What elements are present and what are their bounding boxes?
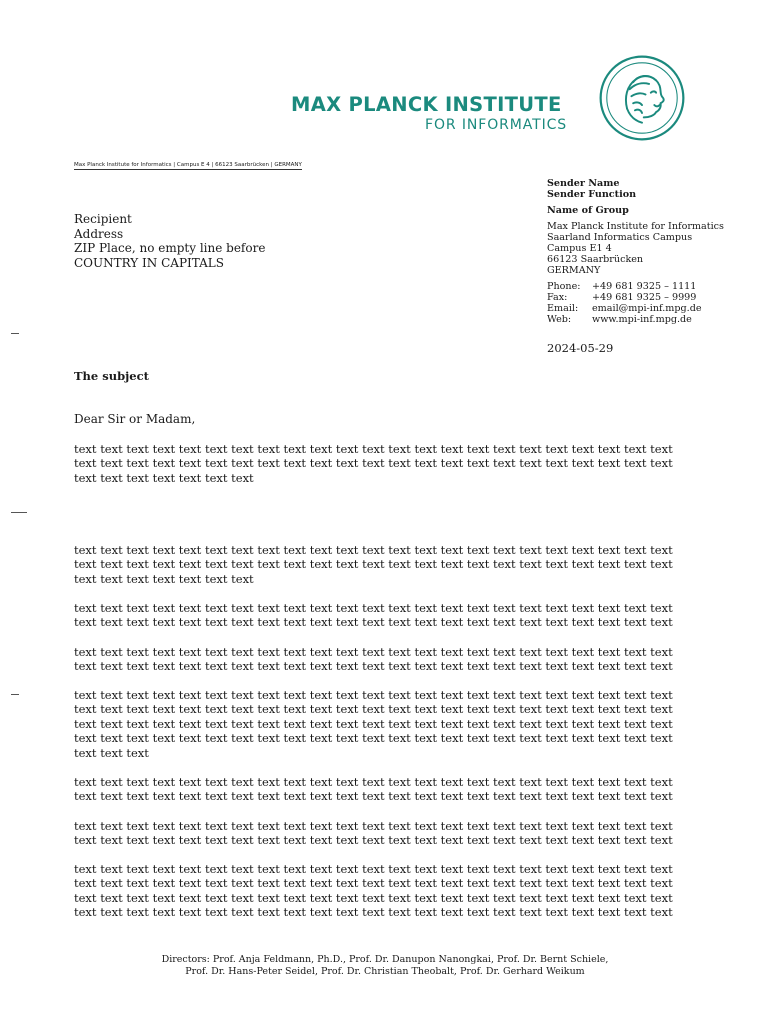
text-line: text text text text text text text text text text text text text text text text text text text text text text text [74, 775, 673, 789]
contact-fax [547, 292, 724, 303]
body-paragraph [74, 862, 696, 920]
contact-label: Fax: [547, 292, 568, 303]
text-line: text text text [74, 745, 149, 760]
sender-address-line: Campus E1 4 [547, 243, 612, 254]
text-line: text text text text text text text text text text text text text text text text text text text text text text text [74, 833, 673, 848]
text-line: text text text text text text text text text text text text text text text text text text text text text text text [74, 862, 673, 876]
body-paragraph [74, 601, 696, 630]
contact-label: Web: [547, 314, 572, 325]
institute-name: MAX PLANCK INSTITUTE [291, 93, 562, 116]
body-paragraph [74, 645, 696, 674]
contact-label: Phone: [547, 281, 581, 292]
text-line: text text text text text text text text text text text text text text text text text text text text text text text [74, 543, 673, 557]
text-line: text text text text text text text text text text text text text text text text text text text text text text text [74, 789, 673, 804]
contact-phone [547, 281, 724, 292]
sender-name: Sender Name [547, 178, 620, 189]
text-line: text text text text text text text text text text text text text text text text text text text text text text text [74, 456, 673, 471]
punch-mark [11, 512, 27, 513]
directors-footer [0, 954, 770, 977]
contact-label: Email: [547, 303, 579, 314]
text-line: text text text text text text text text text text text text text text text text text text text text text text text [74, 819, 673, 833]
contact-web [547, 314, 724, 325]
footer-line: Prof. Dr. Hans-Peter Seidel, Prof. Dr. Christian Theobalt, Prof. Dr. Gerhard Weikum [185, 965, 585, 977]
institute-subtitle: FOR INFORMATICS [425, 117, 568, 133]
sender-address-line: GERMANY [547, 265, 601, 276]
text-line: text text text text text text text text text text text text text text text text text text text text text text text [74, 442, 673, 456]
footer-line: Directors: Prof. Anja Feldmann, Ph.D., Prof. Dr. Danupon Nanongkai, Prof. Dr. Bernt Schiele, [161, 954, 609, 965]
body-paragraph [74, 819, 696, 848]
recipient-line: Recipient [74, 212, 132, 226]
text-line: text text text text text text text [74, 571, 254, 586]
sender-address-line: Max Planck Institute for Informatics [547, 221, 724, 232]
text-line: text text text text text text text text text text text text text text text text text text text text text text text [74, 876, 673, 891]
letter-subject: The subject [74, 369, 149, 383]
text-line: text text text text text text text text text text text text text text text text text text text text text text text [74, 716, 673, 731]
text-line: text text text text text text text text text text text text text text text text text text text text text text text [74, 659, 673, 674]
body-paragraph [74, 442, 696, 485]
sender-function: Sender Function [547, 189, 637, 200]
text-line: text text text text text text text text text text text text text text text text text text text text text text text [74, 615, 673, 630]
fold-mark [11, 694, 19, 695]
recipient-line: ZIP Place, no empty line before [74, 241, 266, 255]
letter-date: 2024-05-29 [547, 341, 614, 355]
text-line: text text text text text text text text text text text text text text text text text text text text text text text [74, 731, 673, 746]
email-link[interactable]: email@mpi-inf.mpg.de [592, 303, 702, 314]
body-paragraph [74, 543, 696, 586]
text-line: text text text text text text text text text text text text text text text text text text text text text text text [74, 702, 673, 717]
sender-group: Name of Group [547, 205, 629, 216]
web-link[interactable]: www.mpi-inf.mpg.de [592, 314, 692, 325]
fold-mark [11, 333, 19, 334]
body-paragraph [74, 775, 696, 804]
contact-email [547, 303, 724, 314]
text-line: text text text text text text text text text text text text text text text text text text text text text text text [74, 601, 673, 615]
sender-address-line: Saarland Informatics Campus [547, 232, 693, 243]
body-paragraph [74, 688, 696, 760]
text-line: text text text text text text text text text text text text text text text text text text text text text text text [74, 890, 673, 905]
phone-value: +49 681 9325 – 1111 [592, 281, 697, 292]
text-line: text text text text text text text text text text text text text text text text text text text text text text text [74, 557, 673, 572]
text-line: text text text text text text text text text text text text text text text text text text text text text text text [74, 905, 673, 920]
sender-address-line: 66123 Saarbrücken [547, 254, 644, 265]
recipient-block [74, 212, 265, 270]
minerva-seal-icon [598, 54, 686, 142]
salutation: Dear Sir or Madam, [74, 412, 196, 426]
text-line: text text text text text text text text text text text text text text text text text text text text text text text [74, 688, 673, 702]
contact-list [547, 281, 724, 325]
text-line: text text text text text text text [74, 470, 254, 485]
return-address: Max Planck Institute for Informatics | Campus E 4 | 66123 Saarbrücken | GERMANY [74, 162, 302, 168]
text-line: text text text text text text text text text text text text text text text text text text text text text text text [74, 645, 673, 659]
recipient-line: COUNTRY IN CAPITALS [74, 255, 224, 270]
sender-block [547, 178, 724, 325]
recipient-line: Address [74, 226, 124, 241]
fax-value: +49 681 9325 – 9999 [592, 292, 697, 303]
